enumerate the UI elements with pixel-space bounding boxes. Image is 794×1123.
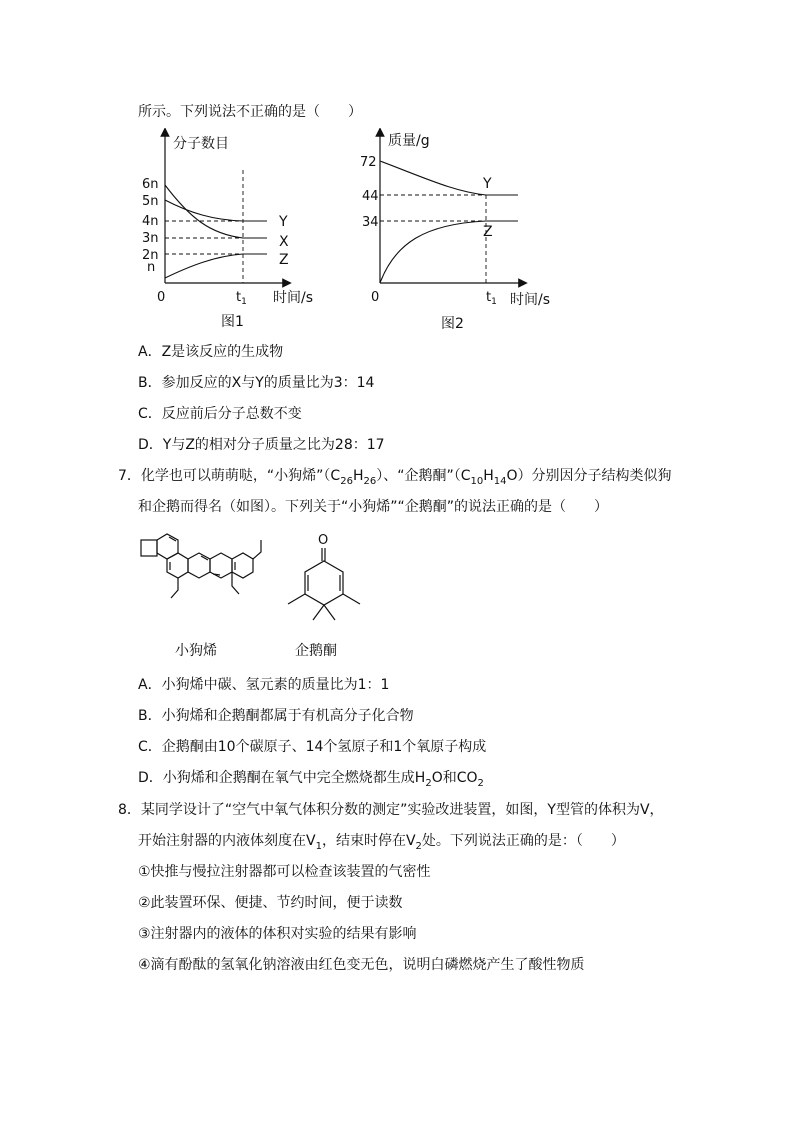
fig1-xlabel: 时间/s (273, 290, 314, 306)
q8-item-4: ④滴有酚酞的氢氧化钠溶液由红色变无色，说明白磷燃烧产生了酸性物质 (138, 957, 585, 973)
fig2-series-label: Y (483, 176, 492, 192)
fig1-ytick: 4n (142, 214, 159, 229)
q6-option-d: D．Y与Z的相对分子质量之比为28：17 (138, 437, 385, 453)
q6-intro: 所示。下列说法不正确的是（ ） (138, 104, 362, 120)
fig1-ylabel: 分子数目 (173, 136, 229, 152)
fig1-ytick: 6n (142, 177, 159, 192)
fig1-ytick: 5n (142, 194, 159, 209)
fig2-ytick: 34 (362, 215, 379, 230)
fig2-origin: 0 (371, 290, 380, 305)
fig1-series-label: Y (279, 214, 288, 230)
fig2-ylabel: 质量/g (388, 133, 430, 149)
q7-stem-line1: 7．化学也可以萌萌哒，“小狗烯$”(C_{26}H_{26})$、“企鹅酮$”(C_{10}H_{14}O)$分别因分子结构类似狗 (118, 468, 672, 487)
fig1-t1: $t_1$ (236, 290, 247, 307)
q6-option-c: C．反应前后分子总数不变 (138, 406, 302, 422)
q7-stem-line2: 和企鹅而得名（如图）。下列关于“小狗烯”“企鹅酮”的说法正确的是（ ） (138, 499, 609, 515)
q6-option-a: A．Z是该反应的生成物 (138, 344, 284, 360)
q8-stem-line1: 8．某同学设计了“空气中氧气体积分数的测定”实验改进装置，如图，Y型管的体积为V， (118, 802, 664, 818)
fig1-caption: 图1 (221, 314, 244, 330)
fig1-ytick: 2n (142, 248, 159, 263)
fig1-curve-z (165, 254, 267, 278)
o-atom: O (318, 533, 329, 548)
fig2-ytick: 72 (360, 155, 377, 170)
q8-stem-line2: 开始注射器的内液体刻度在$V_1$，结束时停在$V_2$处。下列说法正确的是：（ ） (138, 833, 625, 852)
fig2-series-label: Z (483, 224, 493, 240)
fig2-caption: 图2 (441, 316, 464, 332)
fig1-series-label: X (279, 234, 289, 250)
q7-option-d: D．小狗烯和企鹅酮在氧气中完全燃烧都生成$H_2O$和$CO_2$ (138, 770, 484, 789)
q7-option-a: A．小狗烯中碳、氢元素的质量比为1：1 (138, 677, 390, 693)
fig1-series-label: Z (279, 252, 289, 268)
fig1-ytick: 3n (142, 231, 159, 246)
fig2-t1: $t_1$ (486, 290, 497, 307)
fig1-ytick: n (147, 260, 156, 275)
fig1-origin: 0 (157, 290, 166, 305)
penguin-label: 企鹅酮 (295, 643, 337, 659)
q6-option-b: B．参加反应的X与Y的质量比为3：14 (138, 375, 375, 391)
q8-item-3: ③注射器内的液体的体积对实验的结果有影响 (138, 926, 417, 942)
dog-label: 小狗烯 (175, 643, 217, 659)
penguin-molecule (288, 548, 360, 620)
fig2-curve-z (380, 221, 518, 283)
fig2-ytick: 44 (362, 189, 379, 204)
q7-option-c: C．企鹅酮由10个碳原子、14个氢原子和1个氧原子构成 (138, 739, 487, 755)
figure-1-chart (135, 128, 335, 338)
fig2-xlabel: 时间/s (510, 292, 551, 308)
q8-item-2: ②此装置环保、便捷、节约时间，便于读数 (138, 895, 403, 911)
structure-diagrams (135, 528, 385, 663)
fig1-curve-x (165, 185, 267, 238)
q8-item-1: ①快推与慢拉注射器都可以检查该装置的气密性 (138, 864, 431, 880)
q7-option-b: B．小狗烯和企鹅酮都属于有机高分子化合物 (138, 708, 414, 724)
dog-molecule (141, 534, 261, 598)
fig2-curve-y (380, 161, 518, 195)
figure-2-chart (355, 128, 565, 338)
